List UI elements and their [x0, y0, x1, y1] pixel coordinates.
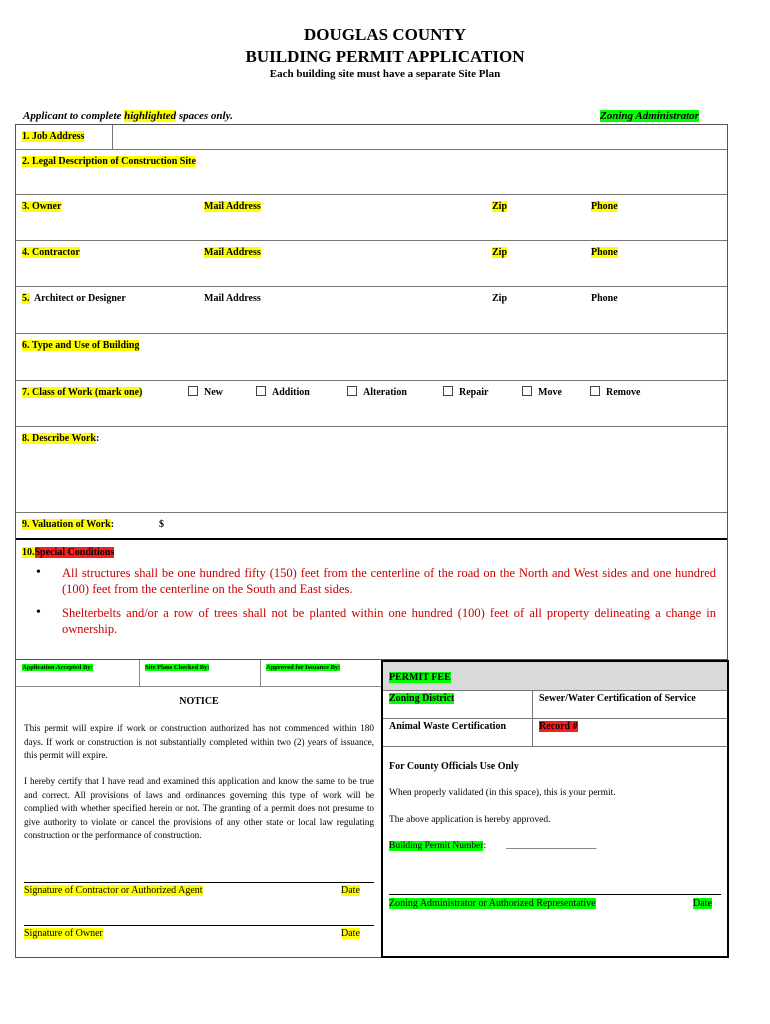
form-title: BUILDING PERMIT APPLICATION	[245, 47, 525, 66]
class-option-remove-label: Remove	[606, 387, 641, 398]
architect-mail-label: Mail Address	[204, 293, 261, 304]
valuation-text: 9. Valuation of Work	[22, 519, 111, 530]
special-conditions-text: Special Conditions	[34, 547, 115, 558]
permit-number-colon: :	[483, 841, 487, 851]
approved-text: The above application is hereby approved.	[389, 815, 551, 825]
official-checks-row	[16, 660, 382, 687]
contractor-signature-line[interactable]	[24, 882, 374, 883]
checkbox-remove[interactable]	[590, 386, 600, 396]
bullet-icon: •	[36, 565, 41, 580]
special-condition-item	[36, 605, 716, 637]
notice-certification-text: I hereby certify that I have read and examined this application and know the same to be true and correct. All provisions of laws and ordinances governing this type of work will be complied with whether specified herein or not. The granting of a permit does not presume to give authority to violate or cancel the provisions of any other state or local law regulating construction or the performance of construction.	[24, 776, 374, 840]
architect-phone-label: Phone	[591, 293, 618, 304]
validated-text: When properly validated (in this space), this is your permit.	[389, 788, 616, 798]
architect-number: 5.	[22, 293, 30, 304]
special-conditions-number: 10.	[22, 547, 35, 558]
checkbox-new[interactable]	[188, 386, 198, 396]
special-conditions-list	[36, 565, 716, 645]
job-address-divider	[112, 125, 113, 150]
class-option-addition[interactable]	[256, 386, 310, 398]
owner-signature-label: Signature of Owner	[24, 928, 103, 939]
row-legal-description	[16, 150, 727, 195]
special-condition-text-2: Shelterbelts and/or a row of trees shall not be planted within one hundred (100) feet of all property delineating a change in ownership.	[62, 606, 716, 636]
class-option-alteration[interactable]	[347, 386, 407, 398]
applicant-note	[23, 110, 233, 122]
checkbox-addition[interactable]	[256, 386, 266, 396]
contractor-mail-label: Mail Address	[204, 247, 261, 258]
special-condition-text-1: All structures shall be one hundred fifty (150) feet from the centerline of the road on the North and West sides and one hundred (100) feet from the centerline on the South and East sides.	[62, 566, 716, 596]
architect-zip-label: Zip	[492, 293, 508, 304]
contractor-signature-label: Signature of Contractor or Authorized Agent	[24, 885, 203, 896]
class-option-new[interactable]	[188, 386, 223, 398]
permit-number-label: Building Permit Number	[389, 841, 484, 851]
notice-title: NOTICE	[179, 696, 219, 707]
accepted-by-label: Application Accepted By:	[22, 664, 93, 671]
class-option-repair-label: Repair	[459, 387, 489, 398]
permit-fee-title: PERMIT FEE	[389, 672, 451, 683]
zoning-admin-label: Zoning Administrator	[600, 110, 699, 122]
sewer-water-label: Sewer/Water Certification of Service	[539, 693, 696, 704]
permit-fee-row-line	[383, 718, 727, 719]
row-job-address	[16, 125, 727, 150]
permit-number-field[interactable]	[389, 841, 596, 851]
row-special-conditions	[16, 540, 727, 659]
owner-mail-label: Mail Address	[204, 201, 261, 212]
official-divider-2	[260, 660, 261, 686]
site-plans-label: Site Plans Checked By:	[145, 664, 210, 671]
class-of-work-label: 7. Class of Work (mark one)	[22, 387, 143, 398]
contractor-zip-label: Zip	[492, 247, 508, 258]
animal-waste-label: Animal Waste Certification	[389, 721, 507, 732]
approved-by-label: Approved for Issuance By:	[266, 664, 341, 671]
describe-work-label	[22, 433, 99, 444]
applicant-note-highlight: highlighted	[124, 110, 177, 122]
checkbox-alteration[interactable]	[347, 386, 357, 396]
class-option-new-label: New	[204, 387, 223, 398]
valuation-colon: :	[110, 519, 115, 530]
legal-description-label: 2. Legal Description of Construction Site	[22, 156, 196, 167]
architect-text-visible: Architect or Designer	[29, 293, 126, 304]
zoning-rep-date-label: Date	[693, 898, 712, 909]
permit-form-table	[15, 124, 728, 660]
job-address-label: 1. Job Address	[22, 131, 85, 142]
row-describe-work	[16, 427, 727, 513]
class-option-move[interactable]	[522, 386, 562, 398]
row-owner	[16, 195, 727, 241]
checkbox-move[interactable]	[522, 386, 532, 396]
valuation-label	[22, 519, 114, 530]
record-number-label: Record #	[539, 721, 578, 732]
applicant-note-after: spaces only.	[176, 110, 233, 122]
notice-expiration-text: This permit will expire if work or construction authorized has not commenced within 180 days. If work or construction is not substantially completed within two (2) years of issuance, this permit will expire.	[24, 723, 374, 760]
bullet-icon: •	[36, 605, 41, 620]
officials-use-label: For County Officials Use Only	[389, 761, 519, 772]
contractor-date-label: Date	[341, 885, 360, 896]
zoning-rep-signature-line[interactable]	[389, 894, 721, 895]
contractor-label: 4. Contractor	[22, 247, 80, 258]
describe-work-text: 8. Describe Work	[22, 433, 96, 444]
contractor-phone-label: Phone	[591, 247, 618, 258]
county-title: DOUGLAS COUNTY	[304, 25, 466, 44]
checkbox-repair[interactable]	[443, 386, 453, 396]
owner-date-label: Date	[341, 928, 360, 939]
special-condition-item	[36, 565, 716, 597]
row-contractor	[16, 241, 727, 287]
notice-section	[15, 660, 381, 958]
valuation-dollar: $	[159, 519, 164, 530]
permit-number-blank[interactable]: ___________________	[506, 841, 597, 851]
zoning-district-label: Zoning District	[389, 693, 455, 704]
permit-fee-header	[383, 662, 727, 691]
class-option-alteration-label: Alteration	[363, 387, 407, 398]
row-valuation	[16, 513, 727, 540]
architect-label	[22, 293, 126, 304]
official-divider-1	[139, 660, 140, 686]
row-type-use	[16, 334, 727, 381]
owner-label: 3. Owner	[22, 201, 62, 212]
form-subtitle: Each building site must have a separate Site Plan	[269, 68, 501, 80]
permit-fee-row-line-2	[383, 746, 727, 747]
class-option-move-label: Move	[538, 387, 562, 398]
owner-signature-line[interactable]	[24, 925, 374, 926]
special-conditions-label	[22, 547, 114, 558]
class-option-remove[interactable]	[590, 386, 640, 398]
permit-fee-box	[381, 660, 729, 958]
zoning-rep-label: Zoning Administrator or Authorized Representative	[389, 898, 596, 909]
owner-zip-label: Zip	[492, 201, 508, 212]
applicant-note-before: Applicant to complete	[23, 110, 125, 122]
row-class-of-work	[16, 381, 727, 427]
owner-phone-label: Phone	[591, 201, 618, 212]
row-architect	[16, 287, 727, 334]
class-option-repair[interactable]	[443, 386, 488, 398]
describe-work-colon: :	[95, 433, 100, 444]
type-use-label: 6. Type and Use of Building	[22, 340, 140, 351]
class-option-addition-label: Addition	[272, 387, 310, 398]
